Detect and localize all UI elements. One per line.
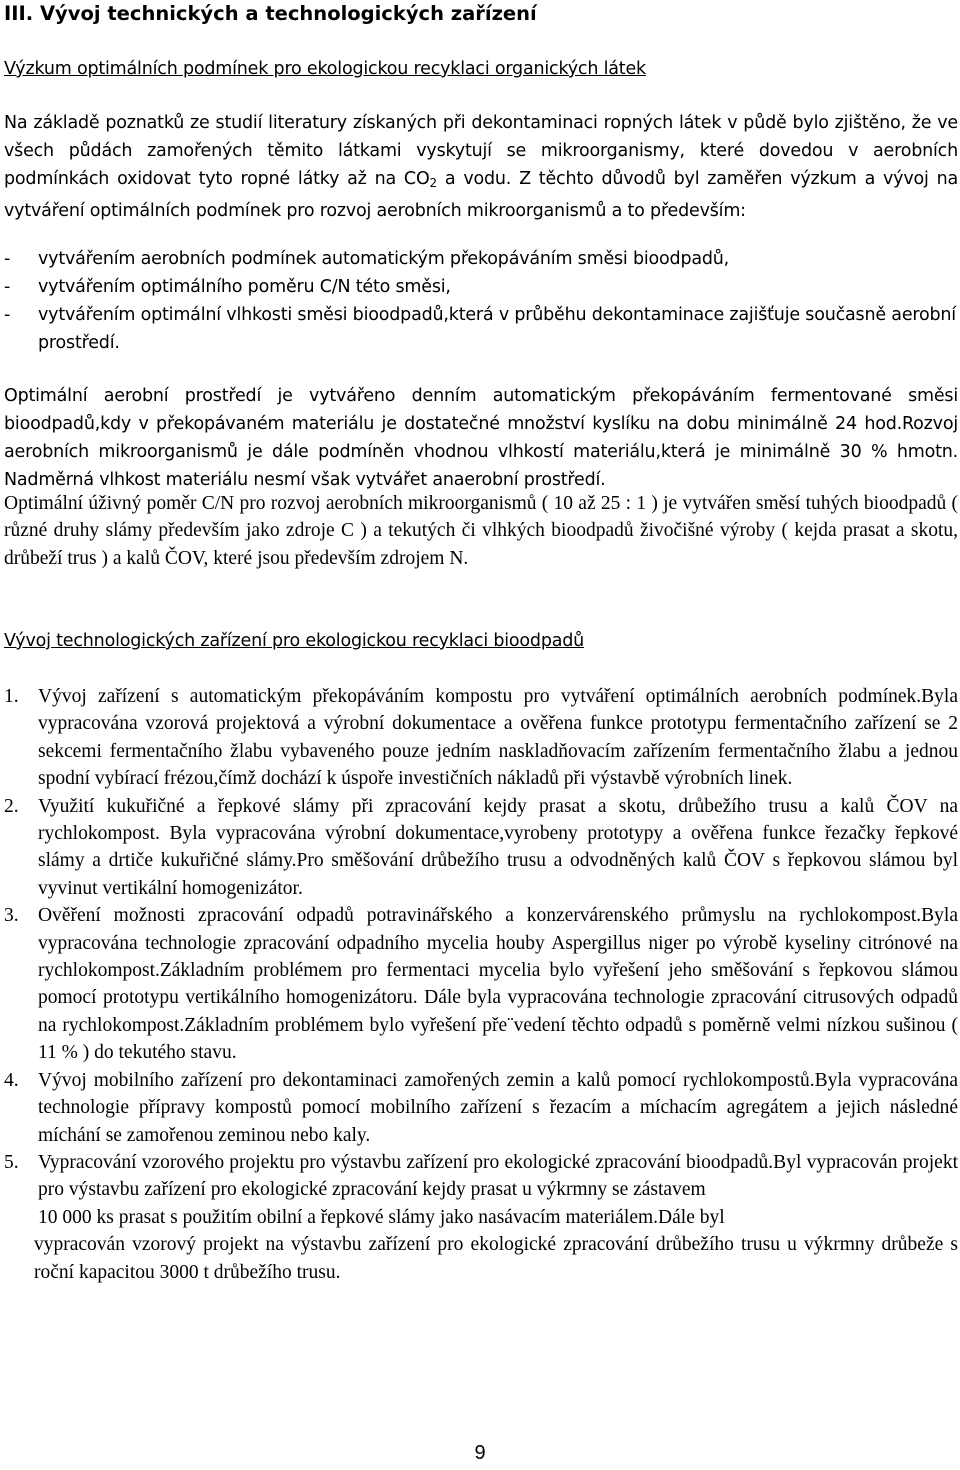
item-text-continued: 10 000 ks prasat s použitím obilní a řepkové slámy jako nasávacím materiálem.Dále byl [38, 1206, 725, 1228]
dash-marker: - [4, 249, 11, 269]
aerobic-paragraph: Optimální aerobní prostředí je vytvářeno denním automatickým překopáváním fermentované směsi bioodpadů,kdy v překopávaném materiálu je dostatečné množství kyslíku na dobu minimálně 24 hod.Rozvoj aerobních mikroorganismů je dále podmíněn vhodnou vlhkostí materiálu,která je minimálně 30 % hmotn. Nadměrná vlhkost materiálu nesmí však vytvářet anaerobní prostředí. [4, 386, 958, 490]
dash-marker: - [4, 277, 11, 297]
list-item [4, 1067, 958, 1149]
item-text-tail: vypracován vzorový projekt na výstavbu zařízení pro ekologické zpracování drůbežího trusu u výkrmny drůbeže s roční kapacitou 3000 t drůbežího trusu. [34, 1234, 958, 1283]
devices-list [4, 683, 958, 1286]
list-item [4, 1149, 958, 1286]
list-item [4, 245, 958, 273]
list-item [4, 683, 958, 793]
intro-text-end: a vodu. Z těchto důvodů byl zaměřen výzkum a vývoj na vytváření optimálních podmínek pro rozvoj aerobních mikroorganismů a to především: [4, 169, 958, 221]
list-item [4, 793, 958, 903]
section-heading: III. Vývoj technických a technologických zařízení [4, 2, 537, 25]
list-item-text: vytvářením aerobních podmínek automatickým překopáváním směsi bioodpadů, [38, 249, 730, 269]
list-item [4, 301, 958, 357]
item-text: Vypracování vzorového projektu pro výstavbu zařízení pro ekologické zpracování bioodpadů.Byl vypracován projekt pro výstavbu zařízení pro ekologické zpracování kejdy prasat u výkrmny se zástavem [38, 1151, 958, 1201]
item-text: Ověření možnosti zpracování odpadů potravinářského a konzervárenského průmyslu na rychlokompost.Byla vypracována technologie zpracování odpadního mycelia houby Aspergillus niger po výrobě kyseliny citrónové na rychlokompost.Základním problémem pro fermentaci mycelia bylo vyřešení jeho směšování s řepkovou slámou pomocí prototypu vertikálního homogenizátoru. Dále byla vypracována technologie zpracování citrusových odpadů na rychlokompost.Základním problémem bylo vyřešení pře¨vedení těchto odpadů s poměrně velmi nízkou sušinou ( 11 % ) do tekutého stavu. [38, 905, 958, 1064]
devices-subheading: Vývoj technologických zařízení pro ekologickou recyklaci bioodpadů [4, 631, 585, 651]
item-text: Vývoj zařízení s automatickým překopáváním kompostu pro vytváření optimálních aerobních podmínek.Byla vypracována vzorová projektová a výrobní dokumentace a ověřena funkce prototypu fermentačního zařízení se 2 sekcemi fermentačního žlabu vybaveného pouze jedním naskladňovacím zařízením fermentačního žlabu a jednou spodní vybírací frézou,čímž dochází k úspoře investičních nákladů při výstavbě výrobních linek. [38, 686, 958, 790]
research-subheading: Výzkum optimálních podmínek pro ekologickou recyklaci organických látek [4, 59, 646, 79]
item-text: Využití kukuřičné a řepkové slámy při zpracování kejdy prasat a skotu, drůbežího trusu a kalů ČOV na rychlokompost. Byla vypracována výrobní dokumentace,vyrobeny prototypy a ověřena funkce řezačky řepkové slámy a drtiče kukuřičné slámy.Pro směšování drůbežího trusu a odvodněných kalů ČOV s řepkovou slámou byl vyvinut vertikální homogenizátor. [38, 795, 958, 899]
page-number: 9 [474, 1442, 486, 1464]
list-item [4, 902, 958, 1066]
list-item-text: vytvářením optimální vlhkosti směsi bioodpadů,která v průběhu dekontaminace zajišťuje současně aerobní prostředí. [38, 305, 956, 353]
item-number: 1. [4, 686, 19, 707]
item-text: Vývoj mobilního zařízení pro dekontaminaci zamořených zemin a kalů pomocí rychlokompostů.Byla vypracována technologie přípravy kompostů pomocí mobilního zařízení s řezacím a míchacím agregátem a jejich následné míchání se zamořenou zeminou nebo kaly. [38, 1069, 958, 1146]
item-number: 5. [4, 1151, 19, 1173]
item-number: 3. [4, 905, 19, 927]
cn-ratio-paragraph: Optimální úživný poměr C/N pro rozvoj aerobních mikroorganismů ( 10 až 25 : 1 ) je vytvářen směsí tuhých bioodpadů ( různé druhy slámy především jako zdroje C ) a tekutých či vlhkých bioodpadů živočišné výroby ( kejda prasat a skotu, drůbeží trus ) a kalů ČOV, které jsou především zdrojem N. [4, 493, 958, 569]
item-number: 4. [4, 1069, 19, 1091]
intro-paragraph [4, 109, 958, 225]
conditions-list [4, 245, 958, 357]
list-item-text: vytvářením optimálního poměru C/N této směsi, [38, 277, 451, 297]
list-item [4, 273, 958, 301]
co2-subscript: 2 [429, 176, 437, 190]
intro-text-start: Na základě poznatků ze studií literatury získaných při dekontaminaci ropných látek v půdě bylo zjištěno, že ve všech půdách zamořených těmito látkami vyskytují se mikroorganismy, které dovedou v aerobních podmínkách oxidovat tyto ropné látky až na CO [4, 113, 958, 189]
item-number: 2. [4, 795, 19, 817]
dash-marker: - [4, 305, 11, 325]
